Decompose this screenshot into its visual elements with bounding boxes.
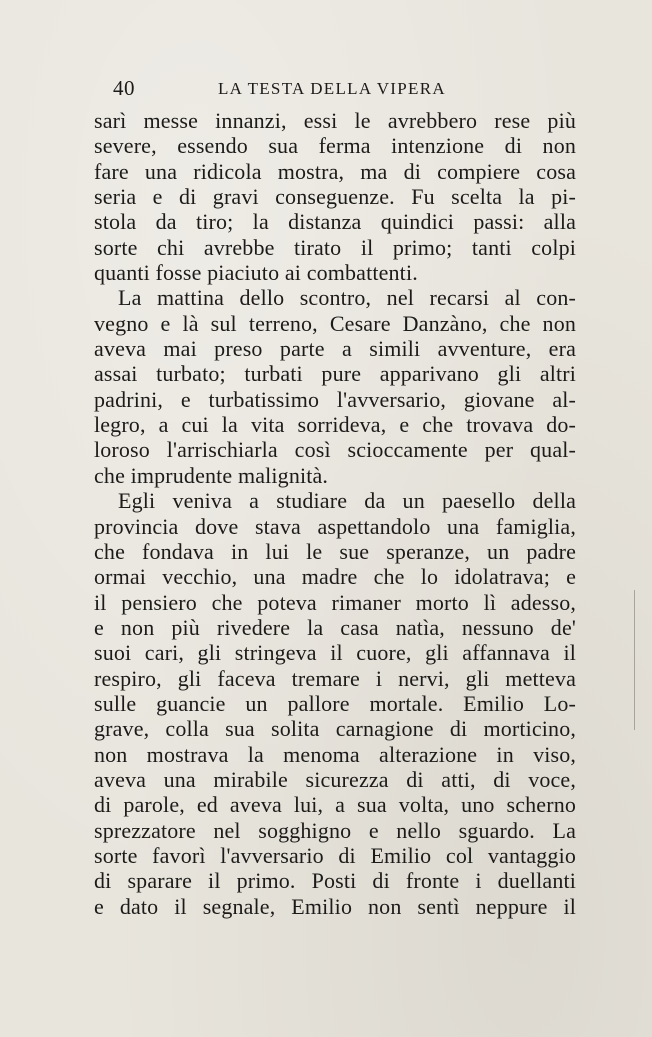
text-line: di sparare il primo. Posti di fronte i duellanti — [94, 868, 576, 894]
text-line: stola da tiro; la distanza quindici passi: alla — [94, 209, 576, 235]
text-line: fare una ridicola mostra, ma di compiere cosa — [94, 158, 576, 184]
text-line: suoi cari, gli stringeva il cuore, gli affannava il — [94, 640, 576, 666]
body-text — [94, 108, 576, 919]
text-line: Egli veniva a studiare da un paesello della — [118, 488, 576, 514]
text-line: legro, a cui la vita sorrideva, e che trovava do- — [94, 412, 576, 438]
text-line: non mostrava la menoma alterazione in viso, — [94, 741, 576, 767]
text-line: il pensiero che poteva rimaner morto lì adesso, — [94, 589, 576, 615]
text-line: loroso l'arrischiarla così scioccamente per qual- — [94, 437, 576, 463]
text-line: vegno e là sul terreno, Cesare Danzàno, che non — [94, 310, 576, 336]
text-line: che fondava in lui le sue speranze, un padre — [94, 538, 576, 564]
text-line: sulle guancie un pallore mortale. Emilio Lo- — [94, 690, 576, 716]
text-line: e dato il segnale, Emilio non sentì neppure il — [94, 893, 576, 919]
margin-mark — [634, 590, 637, 730]
text-line: grave, colla sua solita carnagione di morticino, — [94, 716, 576, 742]
text-line: La mattina dello scontro, nel recarsi al con- — [118, 285, 576, 311]
text-line: assai turbato; turbati pure apparivano gli altri — [94, 361, 576, 387]
text-line: sarì messe innanzi, essi le avrebbero rese più — [94, 108, 576, 133]
page-number: 40 — [113, 76, 135, 100]
text-line: sorte chi avrebbe tirato il primo; tanti colpi — [94, 234, 576, 260]
text-line: che imprudente malignità. — [94, 462, 329, 488]
text-line: aveva una mirabile sicurezza di atti, di voce, — [94, 766, 576, 792]
running-title: LA TESTA DELLA VIPERA — [218, 79, 446, 98]
text-line: ormai vecchio, una madre che lo idolatrava; e — [94, 564, 576, 590]
text-line: di parole, ed aveva lui, a sua volta, uno scherno — [94, 792, 576, 818]
text-line: severe, essendo sua ferma intenzione di non — [94, 133, 576, 159]
text-line: respiro, gli faceva tremare i nervi, gli metteva — [94, 665, 576, 691]
text-line: sorte favorì l'avversario di Emilio col vantaggio — [94, 842, 576, 868]
text-line: seria e di gravi conseguenze. Fu scelta la pi- — [94, 184, 576, 210]
text-line: provincia dove stava aspettandolo una famiglia, — [94, 513, 576, 539]
page-header — [113, 76, 573, 106]
text-line: e non più rivedere la casa natìa, nessuno de' — [94, 614, 576, 640]
text-line: aveva mai preso parte a simili avventure, era — [94, 336, 576, 362]
text-line: padrini, e turbatissimo l'avversario, giovane al- — [94, 386, 576, 412]
text-line: sprezzatore nel sogghigno e nello sguardo. La — [94, 817, 576, 843]
text-line: quanti fosse piaciuto ai combattenti. — [94, 260, 418, 286]
